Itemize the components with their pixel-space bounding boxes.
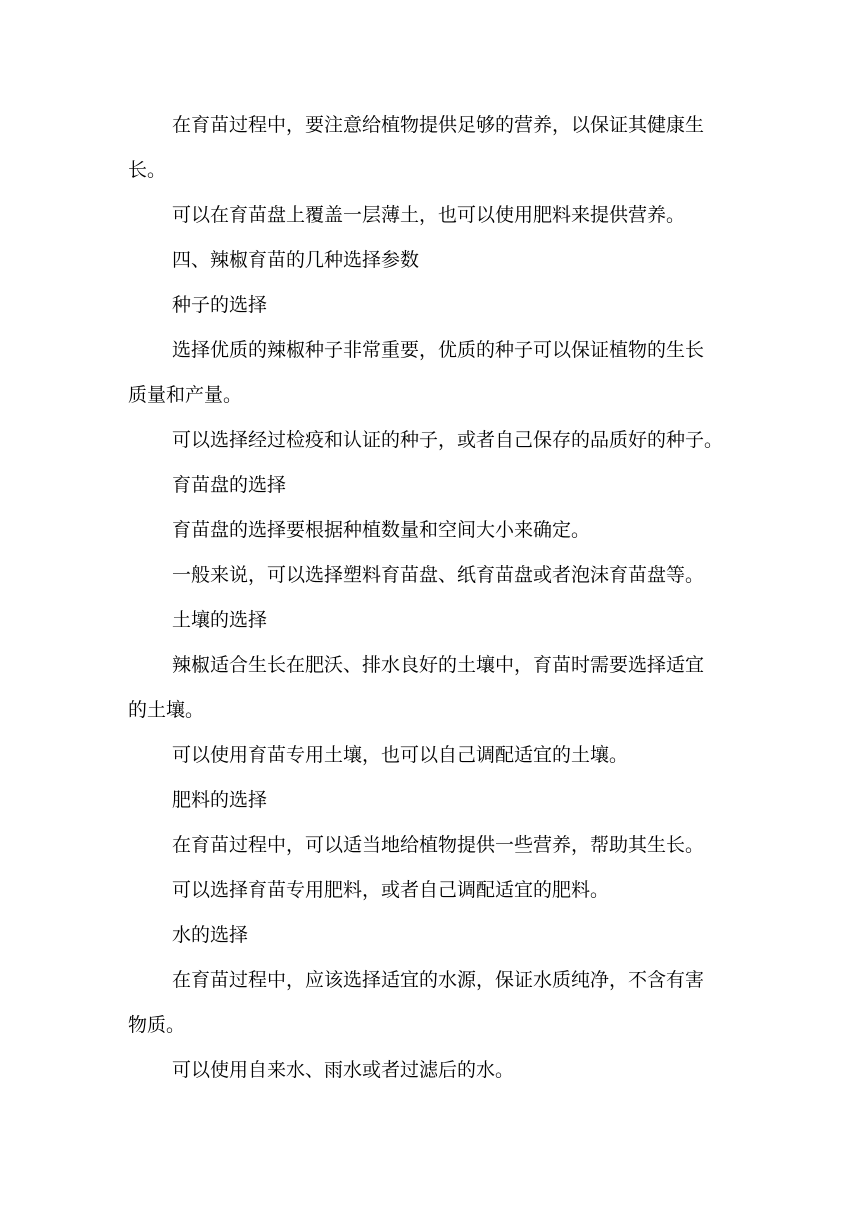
paragraph-line: 可以使用育苗专用土壤，也可以自己调配适宜的土壤。 — [172, 744, 629, 766]
paragraph-p6 — [128, 418, 768, 463]
paragraph-line: 四、辣椒育苗的几种选择参数 — [172, 249, 420, 271]
paragraph-p1 — [128, 103, 768, 193]
paragraph-p4 — [128, 283, 768, 328]
paragraph-p17 — [128, 958, 768, 1048]
paragraph-line: 在育苗过程中，应该选择适宜的水源，保证水质纯净，不含有害 — [172, 969, 705, 991]
paragraph-p16 — [128, 913, 768, 958]
paragraph-line: 辣椒适合生长在肥沃、排水良好的土壤中，育苗时需要选择适宜 — [172, 654, 705, 676]
paragraph-p13 — [128, 778, 768, 823]
paragraph-line: 育苗盘的选择要根据种植数量和空间大小来确定。 — [172, 519, 591, 541]
paragraph-line: 质量和产量。 — [128, 384, 243, 406]
paragraph-line: 一般来说，可以选择塑料育苗盘、纸育苗盘或者泡沫育苗盘等。 — [172, 564, 705, 586]
paragraph-p9 — [128, 553, 768, 598]
paragraph-p5 — [128, 328, 768, 418]
paragraph-line: 可以选择经过检疫和认证的种子，或者自己保存的品质好的种子。 — [172, 429, 724, 451]
paragraph-p11 — [128, 643, 768, 733]
paragraph-line: 长。 — [128, 159, 167, 181]
paragraph-p8 — [128, 508, 768, 553]
paragraph-line: 在育苗过程中，可以适当地给植物提供一些营养，帮助其生长。 — [172, 834, 705, 856]
paragraph-p10 — [128, 598, 768, 643]
paragraph-p15 — [128, 868, 768, 913]
paragraph-p18 — [128, 1048, 768, 1093]
paragraph-line: 土壤的选择 — [172, 609, 268, 631]
paragraph-p12 — [128, 733, 768, 778]
paragraph-line: 的土壤。 — [128, 699, 205, 721]
paragraph-p3 — [128, 238, 768, 283]
paragraph-line: 可以使用自来水、雨水或者过滤后的水。 — [172, 1059, 515, 1081]
paragraph-p7 — [128, 463, 768, 508]
paragraph-line: 可以选择育苗专用肥料，或者自己调配适宜的肥料。 — [172, 879, 610, 901]
paragraph-line: 肥料的选择 — [172, 789, 268, 811]
paragraph-p14 — [128, 823, 768, 868]
paragraph-line: 种子的选择 — [172, 294, 268, 316]
paragraph-line: 水的选择 — [172, 924, 249, 946]
paragraph-line: 可以在育苗盘上覆盖一层薄土，也可以使用肥料来提供营养。 — [172, 204, 686, 226]
paragraph-line: 育苗盘的选择 — [172, 474, 287, 496]
paragraph-line: 在育苗过程中，要注意给植物提供足够的营养，以保证其健康生 — [172, 114, 705, 136]
paragraph-p2 — [128, 193, 768, 238]
paragraph-line: 物质。 — [128, 1014, 186, 1036]
paragraph-line: 选择优质的辣椒种子非常重要，优质的种子可以保证植物的生长 — [172, 339, 705, 361]
